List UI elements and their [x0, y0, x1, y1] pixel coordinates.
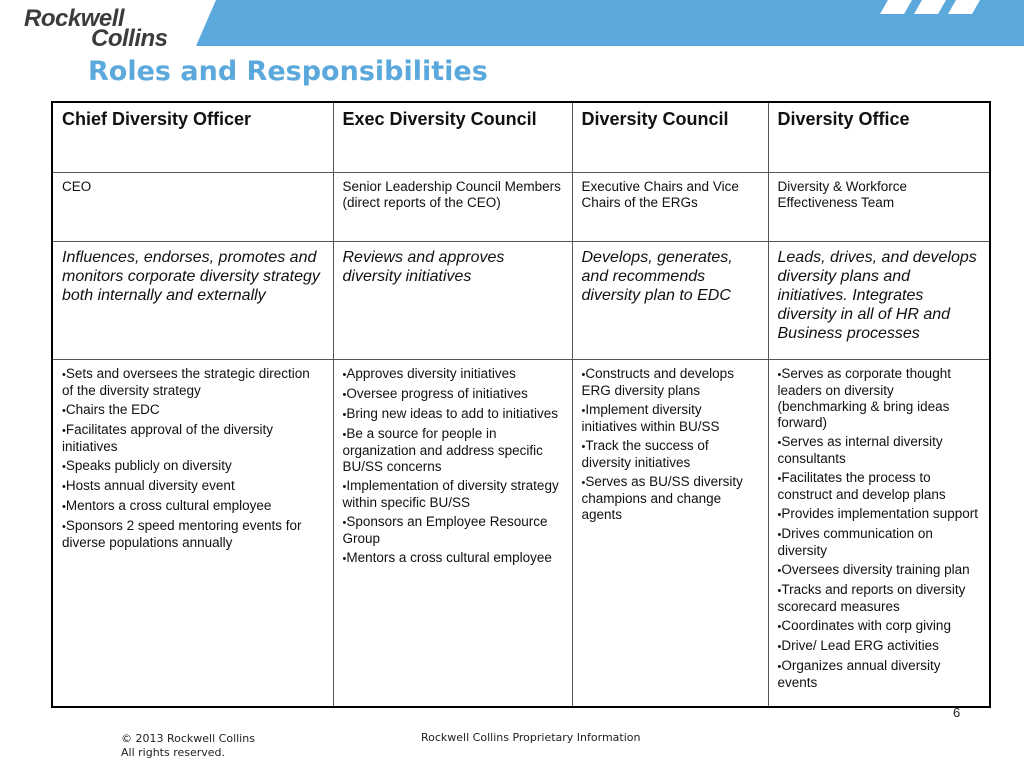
responsibility-item: • Coordinates with corp giving — [778, 618, 982, 635]
responsibility-item: • Oversees diversity training plan — [778, 562, 982, 579]
members-cell: CEO — [52, 173, 333, 242]
responsibility-item: • Be a source for people in organization and address specific BU/SS concerns — [343, 426, 564, 475]
summary-cell: Develops, generates, and recommends diversity plan to EDC — [572, 242, 768, 360]
roles-table — [51, 101, 991, 708]
members-cell: Senior Leadership Council Members (direct reports of the CEO) — [333, 173, 572, 242]
responsibilities-cell — [333, 360, 572, 708]
responsibility-item: • Serves as BU/SS diversity champions and change agents — [582, 474, 760, 523]
responsibility-item: • Drive/ Lead ERG activities — [778, 638, 982, 655]
company-logo — [24, 5, 184, 52]
responsibilities-cell — [572, 360, 768, 708]
column-header: Diversity Office — [768, 102, 990, 173]
responsibility-item: • Provides implementation support — [778, 506, 982, 523]
responsibility-list — [343, 366, 564, 567]
copyright-text: © 2013 Rockwell Collins — [121, 732, 255, 745]
responsibility-item: • Implement diversity initiatives within BU/SS — [582, 402, 760, 435]
summary-cell: Influences, endorses, promotes and monitors corporate diversity strategy both internally and externally — [52, 242, 333, 360]
logo-line-2: Collins — [91, 25, 168, 52]
responsibility-item: • Oversee progress of initiatives — [343, 386, 564, 403]
responsibility-list — [62, 366, 325, 551]
responsibility-item: • Track the success of diversity initiatives — [582, 438, 760, 471]
responsibility-item: • Bring new ideas to add to initiatives — [343, 406, 564, 423]
footer-proprietary: Rockwell Collins Proprietary Information — [421, 731, 641, 744]
rights-text: All rights reserved. — [121, 746, 226, 759]
responsibility-item: • Serves as internal diversity consultants — [778, 434, 982, 467]
footer-copyright — [121, 732, 255, 760]
responsibility-item: • Constructs and develops ERG diversity plans — [582, 366, 760, 399]
logo-line-1: Rockwell — [24, 5, 125, 32]
responsibility-list — [582, 366, 760, 523]
members-cell: Executive Chairs and Vice Chairs of the ERGs — [572, 173, 768, 242]
responsibility-item: • Implementation of diversity strategy within specific BU/SS — [343, 478, 564, 511]
responsibility-item: • Facilitates the process to construct and develop plans — [778, 470, 982, 503]
summary-cell: Leads, drives, and develops diversity plans and initiatives. Integrates diversity in all of HR and Business processes — [768, 242, 990, 360]
summary-row — [52, 242, 990, 360]
responsibility-item: • Serves as corporate thought leaders on diversity (benchmarking & bring ideas forward) — [778, 366, 982, 431]
responsibility-item: • Mentors a cross cultural employee — [62, 498, 325, 515]
responsibility-item: • Sponsors an Employee Resource Group — [343, 514, 564, 547]
responsibility-item: • Facilitates approval of the diversity initiatives — [62, 422, 325, 455]
page-number: 6 — [953, 705, 961, 720]
page-title: Roles and Responsibilities — [88, 56, 488, 87]
responsibility-item: • Organizes annual diversity events — [778, 658, 982, 691]
column-header: Exec Diversity Council — [333, 102, 572, 173]
members-cell: Diversity & Workforce Effectiveness Team — [768, 173, 990, 242]
responsibility-item: • Tracks and reports on diversity scorecard measures — [778, 582, 982, 615]
responsibility-item: • Sponsors 2 speed mentoring events for diverse populations annually — [62, 518, 325, 551]
responsibility-item: • Approves diversity initiatives — [343, 366, 564, 383]
responsibility-item: • Speaks publicly on diversity — [62, 458, 325, 475]
responsibility-item: • Sets and oversees the strategic direction of the diversity strategy — [62, 366, 325, 399]
header-row — [52, 102, 990, 173]
responsibility-item: • Drives communication on diversity — [778, 526, 982, 559]
column-header: Chief Diversity Officer — [52, 102, 333, 173]
column-header: Diversity Council — [572, 102, 768, 173]
responsibilities-row — [52, 360, 990, 708]
responsibility-list — [778, 366, 982, 691]
responsibility-item: • Chairs the EDC — [62, 402, 325, 419]
responsibilities-cell — [52, 360, 333, 708]
summary-cell: Reviews and approves diversity initiatives — [333, 242, 572, 360]
responsibility-item: • Hosts annual diversity event — [62, 478, 325, 495]
responsibility-item: • Mentors a cross cultural employee — [343, 550, 564, 567]
responsibilities-cell — [768, 360, 990, 708]
members-row — [52, 173, 990, 242]
